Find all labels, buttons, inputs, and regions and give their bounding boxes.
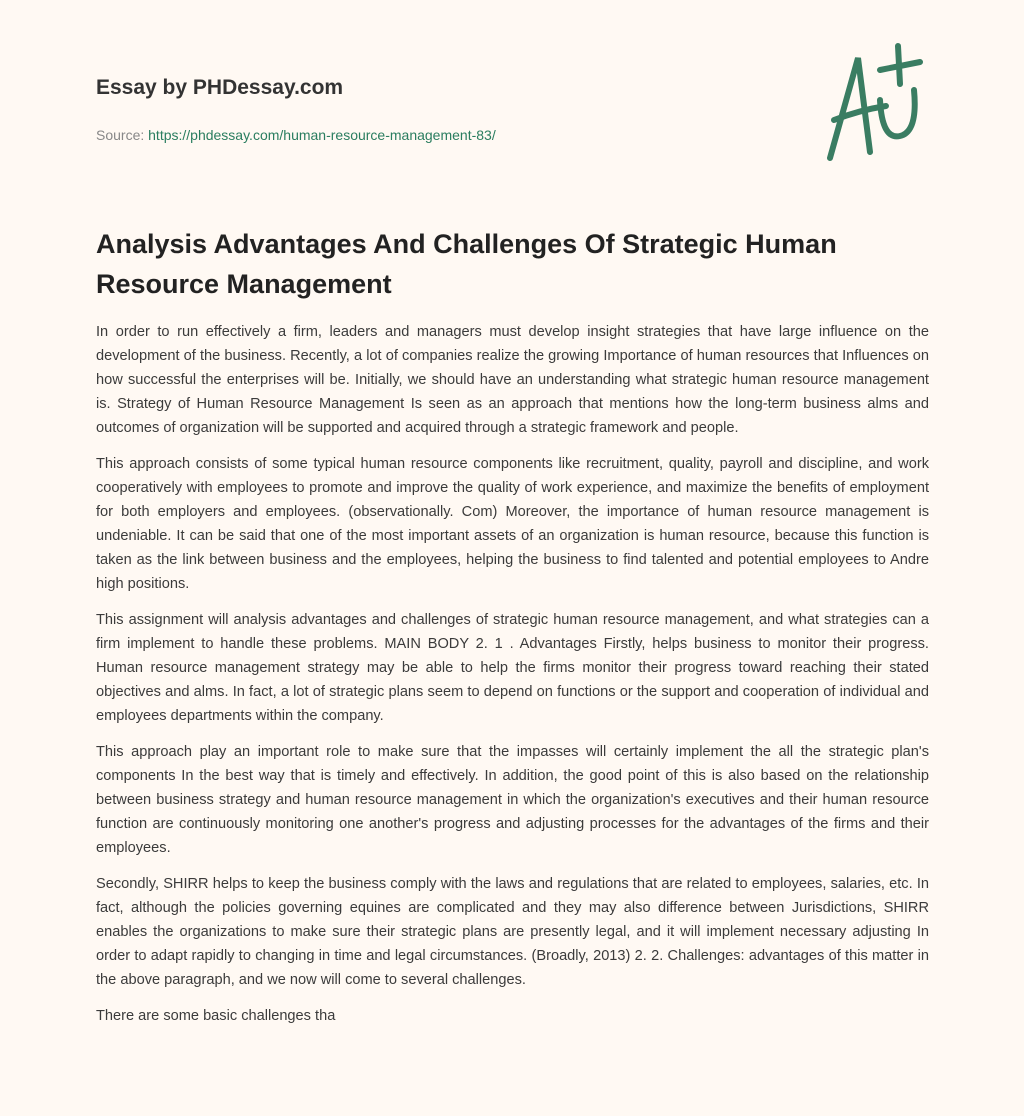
brand-title: Essay by PHDessay.com: [96, 76, 344, 99]
article: [96, 224, 929, 1040]
article-title: Analysis Advantages And Challenges Of Strategic Human Resource Management: [96, 229, 837, 299]
header: [96, 76, 496, 143]
source-link[interactable]: https://phdessay.com/human-resource-management-83/: [148, 127, 496, 143]
a-plus-logo-icon: [820, 40, 930, 165]
paragraph: This approach consists of some typical human resource components like recruitment, quality, payroll and discipline, and work cooperatively with employees to promote and improve the quality of work experience, and maximize the benefits of employment for both employers and employees. (observationally. Com) Moreover, the importance of human resource management is undeniable. It can be said that one of the most important assets of an organization is human resource, because this function is taken as the link between business and the employees, helping the business to find talented and potential employees to Andre high positions.: [96, 456, 929, 592]
paragraph-truncated: There are some basic challenges tha: [96, 1008, 336, 1024]
paragraph: Secondly, SHIRR helps to keep the business comply with the laws and regulations that are related to employees, salaries, etc. In fact, although the policies governing equines are complicated and they may also difference between Jurisdictions, SHIRR enables the organizations to make sure their strategic plans are presently legal, and it will implement necessary adjusting In order to adapt rapidly to changing in time and legal circumstances. (Broadly, 2013) 2. 2. Challenges: advantages of this matter in the above paragraph, and we now will come to several challenges.: [96, 876, 929, 988]
source-label: Source:: [96, 127, 145, 143]
paragraph: This approach play an important role to make sure that the impasses will certainly implement the all the strategic plan's components In the best way that is timely and effectively. In addition, the good point of this is also based on the relationship between business strategy and human resource management in which the organization's executives and their human resource function are continuously monitoring one another's progress and adjusting processes for the advantages of the firms and their employees.: [96, 744, 929, 856]
paragraph: In order to run effectively a firm, leaders and managers must develop insight strategies that have large influence on the development of the business. Recently, a lot of companies realize the growing Importance of human resources that Influences on how successful the enterprises will be. Initially, we should have an understanding what strategic human resource management is. Strategy of Human Resource Management Is seen as an approach that mentions how the long-term business alms and outcomes of organization will be supported and acquired through a strategic framework and people.: [96, 324, 929, 436]
source-line: [96, 127, 496, 143]
paragraph: This assignment will analysis advantages and challenges of strategic human resource management, and what strategies can a firm implement to handle these problems. MAIN BODY 2. 1 . Advantages Firstly, helps business to monitor their progress. Human resource management strategy may be able to help the firms monitor their progress toward reaching their stated objectives and alms. In fact, a lot of strategic plans seem to depend on functions or the support and cooperation of individual and employees departments within the company.: [96, 612, 929, 724]
